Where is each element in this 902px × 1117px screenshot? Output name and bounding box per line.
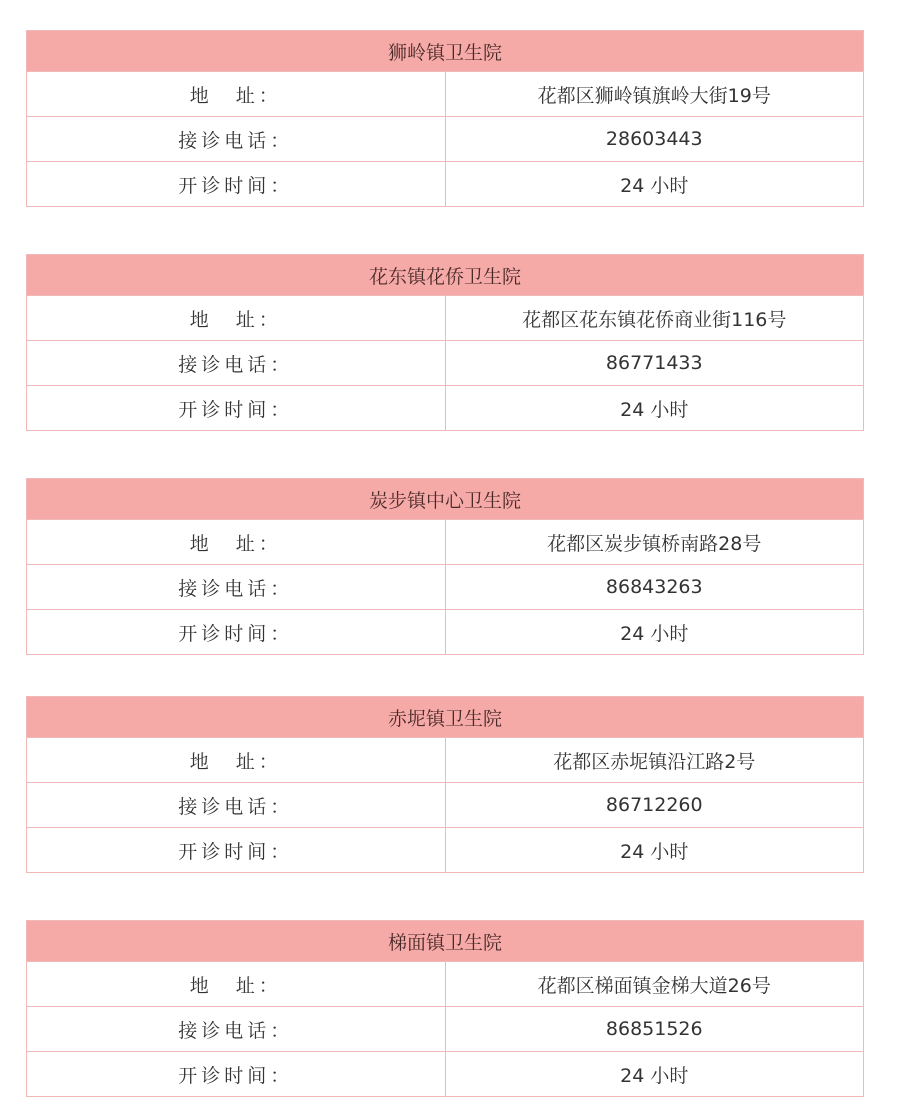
phone-value: 28603443 (445, 117, 864, 162)
clinic-name: 梯面镇卫生院 (27, 921, 864, 962)
address-label: 地 址： (27, 962, 446, 1007)
address-label: 地 址： (27, 72, 446, 117)
phone-value: 86771433 (445, 341, 864, 386)
hours-value: 24 小时 (445, 386, 864, 431)
hours-value: 24 小时 (445, 1052, 864, 1097)
clinic-name: 赤坭镇卫生院 (27, 697, 864, 738)
hours-value: 24 小时 (445, 610, 864, 655)
hours-label: 开诊时间： (27, 386, 446, 431)
address-value: 花都区梯面镇金梯大道26号 (445, 962, 864, 1007)
address-value: 花都区花东镇花侨商业街116号 (445, 296, 864, 341)
hours-value: 24 小时 (445, 828, 864, 873)
clinic-table (26, 696, 864, 873)
clinic-name: 花东镇花侨卫生院 (27, 255, 864, 296)
phone-value: 86851526 (445, 1007, 864, 1052)
hours-label: 开诊时间： (27, 828, 446, 873)
address-label: 地 址： (27, 738, 446, 783)
address-label: 地 址： (27, 520, 446, 565)
hours-label: 开诊时间： (27, 162, 446, 207)
phone-value: 86843263 (445, 565, 864, 610)
phone-label: 接诊电话： (27, 117, 446, 162)
phone-label: 接诊电话： (27, 783, 446, 828)
hours-label: 开诊时间： (27, 1052, 446, 1097)
phone-label: 接诊电话： (27, 565, 446, 610)
clinic-table (26, 478, 864, 655)
phone-label: 接诊电话： (27, 1007, 446, 1052)
clinic-table (26, 920, 864, 1097)
address-value: 花都区赤坭镇沿江路2号 (445, 738, 864, 783)
hours-label: 开诊时间： (27, 610, 446, 655)
address-label: 地 址： (27, 296, 446, 341)
address-value: 花都区炭步镇桥南路28号 (445, 520, 864, 565)
clinic-table (26, 30, 864, 207)
phone-label: 接诊电话： (27, 341, 446, 386)
phone-value: 86712260 (445, 783, 864, 828)
address-value: 花都区狮岭镇旗岭大街19号 (445, 72, 864, 117)
clinic-name: 狮岭镇卫生院 (27, 31, 864, 72)
clinic-table (26, 254, 864, 431)
hours-value: 24 小时 (445, 162, 864, 207)
clinic-name: 炭步镇中心卫生院 (27, 479, 864, 520)
